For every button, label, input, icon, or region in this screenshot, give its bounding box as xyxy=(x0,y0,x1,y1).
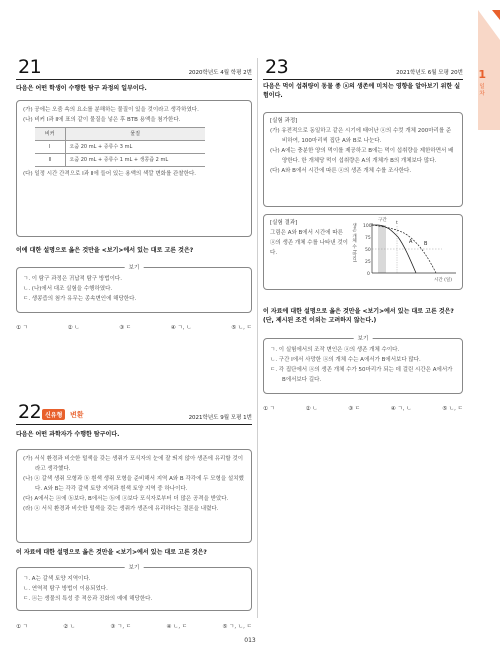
q23-bogi-item: ㄷ. 각 집단에서 ⓐ의 생존 개체 수가 50마리가 되는 데 걸린 시간은 A에서가 B에서보다 길다. xyxy=(270,367,453,383)
q22-question: 이 자료에 대한 설명으로 옳은 것만을 <보기>에서 있는 대로 고른 것은? xyxy=(16,549,207,556)
table-row xyxy=(35,154,205,167)
q22-header xyxy=(16,403,252,425)
q21-table-header: 물질 xyxy=(65,128,205,141)
column-divider xyxy=(257,58,258,618)
graph-ytick: 50 xyxy=(365,248,371,253)
answer-choice[interactable]: ① ㄱ xyxy=(16,624,28,630)
q21-step-c: (다) 일정 시간 간격으로 Ⅰ과 Ⅱ에 들어 있는 용액의 색깔 변화를 관찰한다. xyxy=(23,171,197,177)
q21-choices xyxy=(16,323,252,331)
answer-choice[interactable]: ⑤ ㄱ, ㄴ, ㄷ xyxy=(222,624,252,630)
table-row xyxy=(35,141,205,154)
page-number: 013 xyxy=(244,637,256,644)
answer-choice[interactable]: ⑤ ㄴ, ㄷ xyxy=(231,325,252,331)
right-column xyxy=(263,0,463,667)
q21-header xyxy=(16,58,252,80)
q21-table xyxy=(35,127,205,167)
q21-bogi-item: ㄴ. (나)에서 대조 실험을 수행하였다. xyxy=(23,286,113,292)
answer-choice[interactable]: ② ㄴ xyxy=(305,406,318,412)
q23-question: 이 자료에 대한 설명으로 옳은 것만을 <보기>에서 있는 대로 고른 것은? (단, 제시된 조건 이외는 고려하지 않는다.) xyxy=(263,308,454,324)
q23-source: 2021학년도 6월 모평 20번 xyxy=(396,70,463,76)
q23-proc-step: (나) A에는 충분한 양의 먹이를 제공하고 B에는 먹이 섭취량을 제한하면서 배양한다. 한 개체당 먹이 섭취량은 A의 개체가 B의 개체보다 많다. xyxy=(270,148,454,164)
side-tab-number: 1 xyxy=(478,68,486,81)
q21-bogi-box xyxy=(16,267,252,313)
answer-choice[interactable]: ② ㄴ xyxy=(67,325,80,331)
answer-choice[interactable]: ① ㄱ xyxy=(16,325,28,331)
graph-series-label: B xyxy=(424,241,428,247)
q23-survival-graph xyxy=(352,215,462,289)
q23-header xyxy=(263,58,463,80)
q22-step: (라) ⓐ 서식 환경과 비슷한 털색을 갖는 생쥐가 생존에 유리하다는 결론을 내렸다. xyxy=(23,506,219,512)
q22-stem: 다음은 어떤 과학자가 수행한 탐구이다. xyxy=(16,431,120,438)
q22-bogi-item: ㄱ. A는 갈색 토양 지역이다. xyxy=(23,576,91,582)
answer-choice[interactable]: ④ ㄱ, ㄴ xyxy=(390,406,412,412)
graph-series-label: A xyxy=(409,239,413,245)
bogi-label: 보기 xyxy=(125,263,144,273)
answer-choice[interactable]: ⑤ ㄴ, ㄷ xyxy=(442,406,463,412)
q23-result-title: [실험 결과] xyxy=(270,220,298,226)
table-cell: Ⅱ xyxy=(35,154,65,167)
q21-stem: 다음은 어떤 학생이 수행한 탐구 과정의 일부이다. xyxy=(16,85,147,92)
answer-choice[interactable]: ① ㄱ xyxy=(263,406,275,412)
q23-proc-step: (다) A와 B에서 시간에 따른 ⓐ의 생존 개체 수를 조사한다. xyxy=(270,168,412,174)
q22-badge: 신유형 xyxy=(42,409,65,420)
q22-bogi-item: ㄴ. 연역적 탐구 방법이 이용되었다. xyxy=(23,586,108,592)
q21-procedure-box xyxy=(16,100,252,237)
q22-step: (다) A에서는 ⓐ에 ⓑ보다, B에서는 ⓑ에 ⓐ보다 포식자로부터 더 많은 공격을 받았다. xyxy=(23,496,229,502)
q21-bogi-item: ㄷ. 생콩즙의 첨가 유무는 종속변인에 해당한다. xyxy=(23,296,137,302)
q22-choices xyxy=(16,622,252,630)
q21-table-header: 비커 xyxy=(35,128,65,141)
graph-t-label: t xyxy=(396,221,398,226)
q22-number: 22 xyxy=(18,401,42,423)
q23-result-text: 그림은 A와 B에서 시간에 따른 ⓐ의 생존 개체 수를 나타낸 것이다. xyxy=(270,230,348,256)
graph-ylabel: 생존 개체 수 (마리) xyxy=(352,223,357,263)
graph-ytick: 0 xyxy=(367,272,370,277)
q23-choices xyxy=(263,404,463,412)
q21-bogi-item: ㄱ. 이 탐구 과정은 귀납적 탐구 방법이다. xyxy=(23,276,122,282)
q23-result-box xyxy=(263,214,463,290)
q22-badge-text: 변환 xyxy=(70,411,84,419)
q22-step: (나) ⓐ 갈색 생쥐 모형과 ⓑ 흰색 생쥐 모형을 준비해서 지역 A와 B 각각에 두 모형을 설치했다. A와 B는 각각 갈색 토양 지역과 흰색 토양 지역 중 하나이다. xyxy=(23,476,244,492)
table-cell: 오줌 20 mL + 증류수 1 mL + 생콩즙 2 mL xyxy=(65,154,205,167)
q23-bogi-item: ㄱ. 이 실험에서의 조작 변인은 ⓐ의 생존 개체 수이다. xyxy=(270,347,400,353)
answer-choice[interactable]: ③ ㄱ, ㄷ xyxy=(110,624,132,630)
graph-interval-label: 구간 xyxy=(378,218,387,223)
q21-source: 2020학년도 4월 학평 2번 xyxy=(188,70,252,76)
q22-procedure-box xyxy=(16,449,252,543)
table-cell: Ⅰ xyxy=(35,141,65,154)
bogi-label: 보기 xyxy=(125,563,144,573)
q23-proc-step: (가) 유전적으로 동일하고 같은 시기에 태어난 ⓐ의 수컷 개체 200마리를 준비하여, 100마리씩 집단 A와 B로 나눈다. xyxy=(270,128,452,144)
q21-question: 이에 대한 설명으로 옳은 것만을 <보기>에서 있는 대로 고른 것은? xyxy=(16,247,194,254)
answer-choice[interactable]: ④ ㄴ, ㄷ xyxy=(166,624,188,630)
answer-choice[interactable]: ④ ㄱ, ㄴ xyxy=(170,325,192,331)
left-column xyxy=(16,0,252,667)
graph-ytick: 75 xyxy=(365,236,371,241)
graph-xlabel: 시간 (일) xyxy=(434,278,452,283)
answer-choice[interactable]: ③ ㄷ xyxy=(348,406,361,412)
bogi-label: 보기 xyxy=(354,334,373,344)
q23-procedure-box xyxy=(263,112,463,207)
table-cell: 오줌 20 mL + 증류수 3 mL xyxy=(65,141,205,154)
q21-step-a: (가) 공에는 오줌 속의 요소를 분해하는 물질이 있을 것이라고 생각하였다. xyxy=(23,107,199,113)
graph-ytick: 100 xyxy=(363,224,372,229)
q22-bogi-item: ㄷ. ⓐ는 생물의 특성 중 적응과 진화의 예에 해당한다. xyxy=(23,596,153,602)
q22-bogi-box xyxy=(16,567,252,611)
q23-bogi-item: ㄴ. 구간 Ⅰ에서 사망한 ⓐ의 개체 수는 A에서가 B에서보다 많다. xyxy=(270,357,421,363)
answer-choice[interactable]: ② ㄴ xyxy=(63,624,76,630)
q23-bogi-box xyxy=(263,338,463,394)
q22-step: (가) 서식 환경과 비슷한 털색을 갖는 생쥐가 포식자의 눈에 잘 띄지 않아 생존에 유리할 것이라고 생각했다. xyxy=(23,456,244,472)
chapter-side-tab xyxy=(464,10,500,130)
q22-source: 2021학년도 9월 모평 1번 xyxy=(188,415,252,421)
q21-number: 21 xyxy=(18,56,42,78)
q23-procedure-title: [실험 과정] xyxy=(270,118,298,124)
q23-number: 23 xyxy=(265,56,289,78)
q21-step-b: (나) 비커 Ⅰ과 Ⅱ에 표의 같이 물질을 넣은 후 BTB 용액을 첨가한다. xyxy=(23,117,181,123)
q23-stem: 다음은 먹이 섭취량이 동물 종 ⓐ의 생존에 미치는 영향을 알아보기 위한 실험이다. xyxy=(263,83,461,99)
graph-ytick: 25 xyxy=(365,260,371,265)
answer-choice[interactable]: ③ ㄷ xyxy=(119,325,132,331)
side-tab-label: 일차 xyxy=(479,84,485,97)
